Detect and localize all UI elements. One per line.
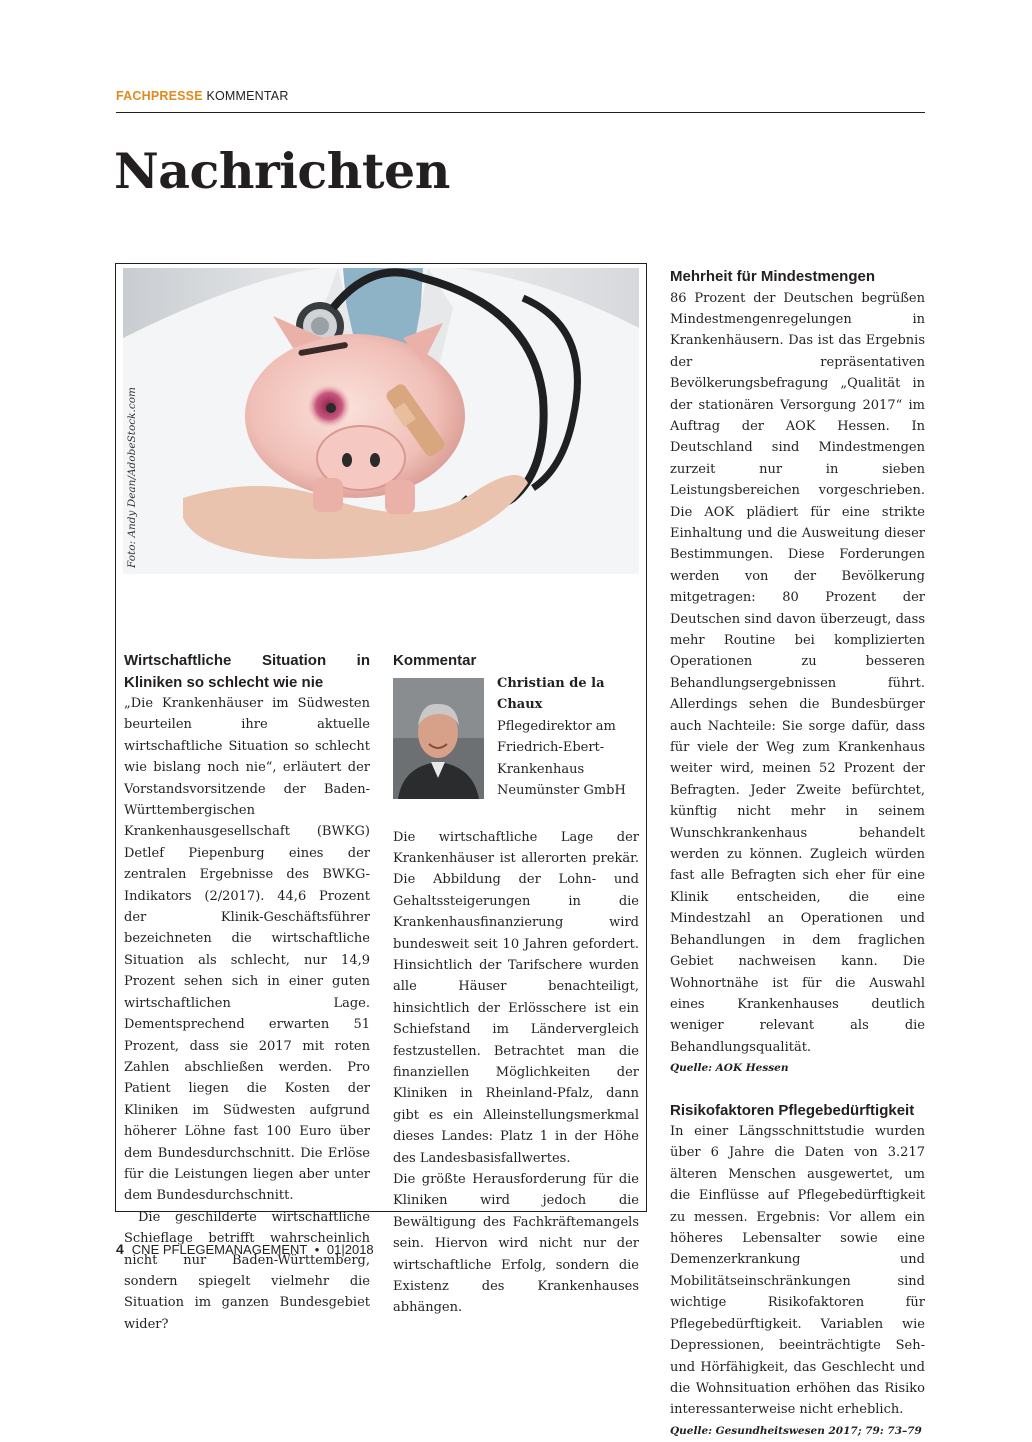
header-rule [116, 112, 925, 113]
comment-headline: Kommentar [393, 652, 477, 669]
article-paragraph: Die geschilderte wirtschaftliche Schieflage betrifft wahrscheinlich nicht nur Baden-Württemberg, sondern spiegelt vielmehr die Situation im ganzen Bundesgebiet wider? [124, 1209, 370, 1332]
article-economic-situation [124, 650, 370, 1335]
footer-bullet: • [314, 1242, 320, 1257]
article-paragraph: „Die Krankenhäuser im Südwesten beurteilen ihre aktuelle wirtschaftliche Situation so schlecht wie bislang noch nie“, erläutert der Vorstandsvorsitzende der Baden-Württembergischen Krankenhausgesellschaft (BWKG) Detlef Piepenburg eines der zentralen Ergebnisse des BWKG-Indikators (2/2017). 44,6 Prozent der Klinik-Geschäftsführer bezeichneten die wirtschaftliche Situation als schlecht, nur 14,9 Prozent sehen sich in einer guten wirtschaftlichen Lage. Dementsprechend erwarten 51 Prozent, dass sie 2017 mit roten Zahlen abschließen werden. Pro Patient liegen die Kosten der Kliniken im Südwesten aufgrund höherer Löhne fast 100 Euro über dem Bundesdurchschnitt. Die Erlöse für die Leistungen liegen aber unter dem Bundesdurchschnitt. [124, 696, 370, 1204]
issue-number: 01|2018 [326, 1242, 374, 1257]
column-gap [670, 1080, 925, 1100]
piggy-bank-photo [123, 268, 639, 574]
comment-paragraph: Die wirtschaftliche Lage der Krankenhäuser ist allerorten prekär. Die Abbildung der Lohn- und Gehaltssteigerungen in die Krankenhausfinanzierung wird bundesweit seit 10 Jahren gefordert. Hinsichtlich der Tarifschere wurden alle Häuser benachteiligt, hinsichtlich der Erlösschere ist ein Schiefstand im Ländervergleich festzustellen. Betrachtet man die finanziellen Möglichkeiten der Kliniken in Rheinland-Pfalz, dann gibt es ein Alleinstellungsmerkmal dieses Landes: Platz 1 in der Höhe des Landesbasisfallwertes. [393, 829, 639, 1166]
page-number: 4 [116, 1241, 124, 1257]
journal-name: CNE PFLEGEMANAGEMENT [131, 1242, 308, 1257]
right-column [670, 266, 925, 1442]
page-footer [116, 1241, 374, 1257]
section-subcategory: KOMMENTAR [206, 89, 289, 103]
author-portrait [393, 678, 484, 799]
comment-paragraph: Die größte Herausforderung für die Kliniken wird jedoch die Bewältigung des Fachkräftemangels sein. Hiervon wird nicht nur der wirtschaftliche Erfolg, sondern die Existenz des Krankenhauses abhängen. [393, 1172, 639, 1316]
article-headline: Wirtschaftliche Situation in Kliniken so schlecht wie nie [124, 652, 370, 691]
photo-credit: Foto: Andy Dean/AdobeStock.com [126, 386, 138, 568]
section-category: FACHPRESSE [116, 89, 203, 103]
comment-byline [497, 673, 642, 801]
page-title: Nachrichten [114, 142, 450, 200]
author-name: Christian de la Chaux [497, 676, 605, 713]
article-source: Quelle: AOK Hessen [670, 1062, 789, 1075]
section-header [116, 89, 289, 103]
article-headline: Risikofaktoren Pflegebedürftigkeit [670, 1101, 915, 1119]
author-role: Pflegedirektor am Friedrich-Ebert-Krankenhaus Neumünster GmbH [497, 718, 626, 799]
article-paragraph: In einer Längsschnittstudie wurden über 6 Jahre die Daten von 3.217 älteren Menschen ausgewertet, um die Einflüsse auf Pflegebedürftigkeit zu messen. Ergebnis: Vor allem ein höheres Lebensalter sowie eine Demenzerkrankung und Mobilitätseinschränkungen sind wichtige Risikofaktoren für Pflegebedürftigkeit. Variablen wie Depressionen, beeinträchtigte Seh- und Hörfähigkeit, das Geschlecht und die Wohnsituation erhöhen das Risiko interessanterweise nicht erheblich. [670, 1124, 925, 1418]
article-paragraph: 86 Prozent der Deutschen begrüßen Mindestmengenregelungen in Krankenhäusern. Das ist das Ergebnis der repräsentativen Bevölkerungsbefragung „Qualität in der stationären Versorgung 2017“ im Auftrag der AOK Hessen. In Deutschland sind Mindestmengen zurzeit nur in sieben Leistungsbereichen vorgeschrieben. Die AOK plädiert für eine strikte Einhaltung und die Ausweitung dieser Bestimmungen. Diese Forderungen werden von der Bevölkerung mitgetragen: 80 Prozent der Deutschen sind davon überzeugt, dass mehr Routine bei komplizierten Operationen zu besseren Behandlungsergebnissen führt. Allerdings sehen die Bundesbürger auch Nachteile: Sie sorge dafür, dass für viele der Weg zum Krankenhaus weiter wird, meinen 52 Prozent der Befragten. Jeder Zweite befürchtet, künftig nicht mehr in seinem Wunschkrankenhaus behandelt werden zu können. Zugleich würden fast alle Befragten sich eher für eine Klinik entscheiden, die eine Mindestzahl an Operationen und Behandlungen in dem fraglichen Gebiet nachweisen kann. Die Wohnortnähe ist für die Auswahl eines Krankenhauses deutlich weniger relevant als die Behandlungsqualität. [670, 290, 925, 1055]
article-source: Quelle: Gesundheitswesen 2017; 79: 73–79 [670, 1424, 922, 1437]
article-headline: Mehrheit für Mindestmengen [670, 268, 876, 285]
